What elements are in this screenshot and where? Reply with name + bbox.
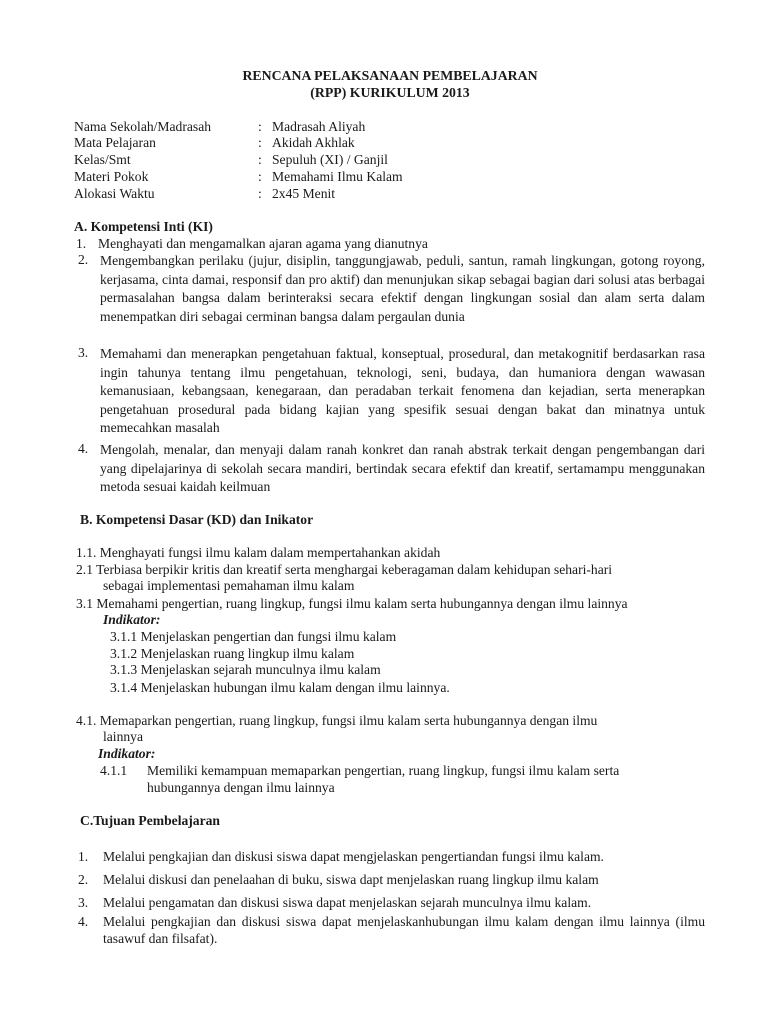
indikator-item: Memiliki kemampuan memaparkan pengertian, ruang lingkup, fungsi ilmu kalam serta [147,763,620,778]
identity-label: Nama Sekolah/Madrasah [74,119,212,134]
list-number: 4. [78,914,89,929]
list-number: 1. [76,236,87,251]
list-item-text: Mengembangkan perilaku (jujur, disiplin, tanggungjawab, peduli, santun, ramah lingkungan, gotong royong, kerjasama, cinta damai, responsif dan pro aktif) dan menunjukan sikap sebagai bagian dari solusi atas berbagai permasalahan bangsa dalam berinteraksi secara efektif dengan lingkungan sosial dan alam serta dalam menempatkan diri sebagai cerminan bangsa dalam pergaulan dunia [100,253,705,324]
identity-value: Akidah Akhlak [272,135,355,150]
identity-colon: : [258,186,262,201]
indikator-item: 3.1.3 Menjelaskan sejarah munculnya ilmu kalam [110,662,381,677]
kd-item: 4.1. Memaparkan pengertian, ruang lingkup, fungsi ilmu kalam serta hubungannya dengan ilmu [76,713,598,728]
list-number: 1. [78,849,89,864]
document-title: RENCANA PELAKSANAAN PEMBELAJARAN [242,68,538,83]
kd-item: 3.1 Memahami pengertian, ruang lingkup, fungsi ilmu kalam serta hubungannya dengan ilmu lainnya [76,596,628,611]
indikator-label: Indikator: [98,746,156,761]
list-item-text: Melalui pengamatan dan diskusi siswa dapat menjelaskan sejarah munculnya ilmu kalam. [103,895,592,910]
identity-colon: : [258,152,262,167]
list-item-text: Menghayati dan mengamalkan ajaran agama yang dianutnya [98,236,428,251]
list-item-text: Memahami dan menerapkan pengetahuan faktual, konseptual, prosedural, dan metakognitif berdasarkan rasa ingin tahunya tentang ilmu pengetahuan, teknologi, seni, budaya, dan humaniora dengan wawasan kemanusiaan, kebangsaan, kenegaraan, dan peradaban terkait fenomena dan kejadian, serta menerapkan pengetahuan prosedural pada bidang kajian yang spesifik sesuai dengan bakat dan minatnya untuk memecahkan masalah [100,346,705,435]
list-item-text: Melalui pengkajian dan diskusi siswa dapat mengjelaskan pengertiandan fungsi ilmu kalam. [103,849,604,864]
indikator-number: 4.1.1 [100,763,128,778]
identity-label: Kelas/Smt [74,152,131,167]
indikator-label: Indikator: [103,612,161,627]
kd-item-continuation: sebagai implementasi pemahaman ilmu kalam [103,578,355,593]
identity-value: Sepuluh (XI) / Ganjil [272,152,388,167]
identity-value: Memahami Ilmu Kalam [272,169,403,184]
kd-item-continuation: lainnya [103,729,144,744]
kd-item: 1.1. Menghayati fungsi ilmu kalam dalam mempertahankan akidah [76,545,441,560]
identity-label: Mata Pelajaran [74,135,156,150]
indikator-item-continuation: hubungannya dengan ilmu lainnya [147,780,335,795]
identity-colon: : [258,119,262,134]
indikator-item: 3.1.2 Menjelaskan ruang lingkup ilmu kalam [110,646,355,661]
identity-colon: : [258,169,262,184]
list-item-text: Melalui pengkajian dan diskusi siswa dapat menjelaskanhubungan ilmu kalam dengan ilmu lainnya (ilmu tasawuf dan filsafat). [103,914,705,946]
kd-item: 2.1 Terbiasa berpikir kritis dan kreatif serta menghargai keberagaman dalam kehidupan sehari-hari [76,562,613,577]
identity-value: 2x45 Menit [272,186,336,201]
list-item-text: Mengolah, menalar, dan menyaji dalam ranah konkret dan ranah abstrak terkait dengan pengembangan dari yang dipelajarinya di sekolah secara mandiri, bertindak secara efektif dan kreatif, sertamampu menggunakan metoda sesuai kaidah keilmuan [100,442,705,494]
section-heading-tujuan: C.Tujuan Pembelajaran [80,813,220,828]
indikator-item: 3.1.1 Menjelaskan pengertian dan fungsi ilmu kalam [110,629,397,644]
section-heading-kd: B. Kompetensi Dasar (KD) dan Inikator [80,512,314,527]
list-item-text: Melalui diskusi dan penelaahan di buku, siswa dapt menjelaskan ruang lingkup ilmu kalam [103,872,599,887]
section-heading-ki: A. Kompetensi Inti (KI) [74,219,213,234]
identity-label: Materi Pokok [74,169,149,184]
list-number: 3. [78,895,89,910]
list-number: 3. [78,345,89,360]
list-number: 4. [78,441,89,456]
list-number: 2. [78,252,89,267]
identity-value: Madrasah Aliyah [272,119,366,134]
identity-label: Alokasi Waktu [74,186,155,201]
list-number: 2. [78,872,89,887]
document-subtitle: (RPP) KURIKULUM 2013 [310,85,470,100]
indikator-item: 3.1.4 Menjelaskan hubungan ilmu kalam dengan ilmu lainnya. [110,680,450,695]
identity-colon: : [258,135,262,150]
